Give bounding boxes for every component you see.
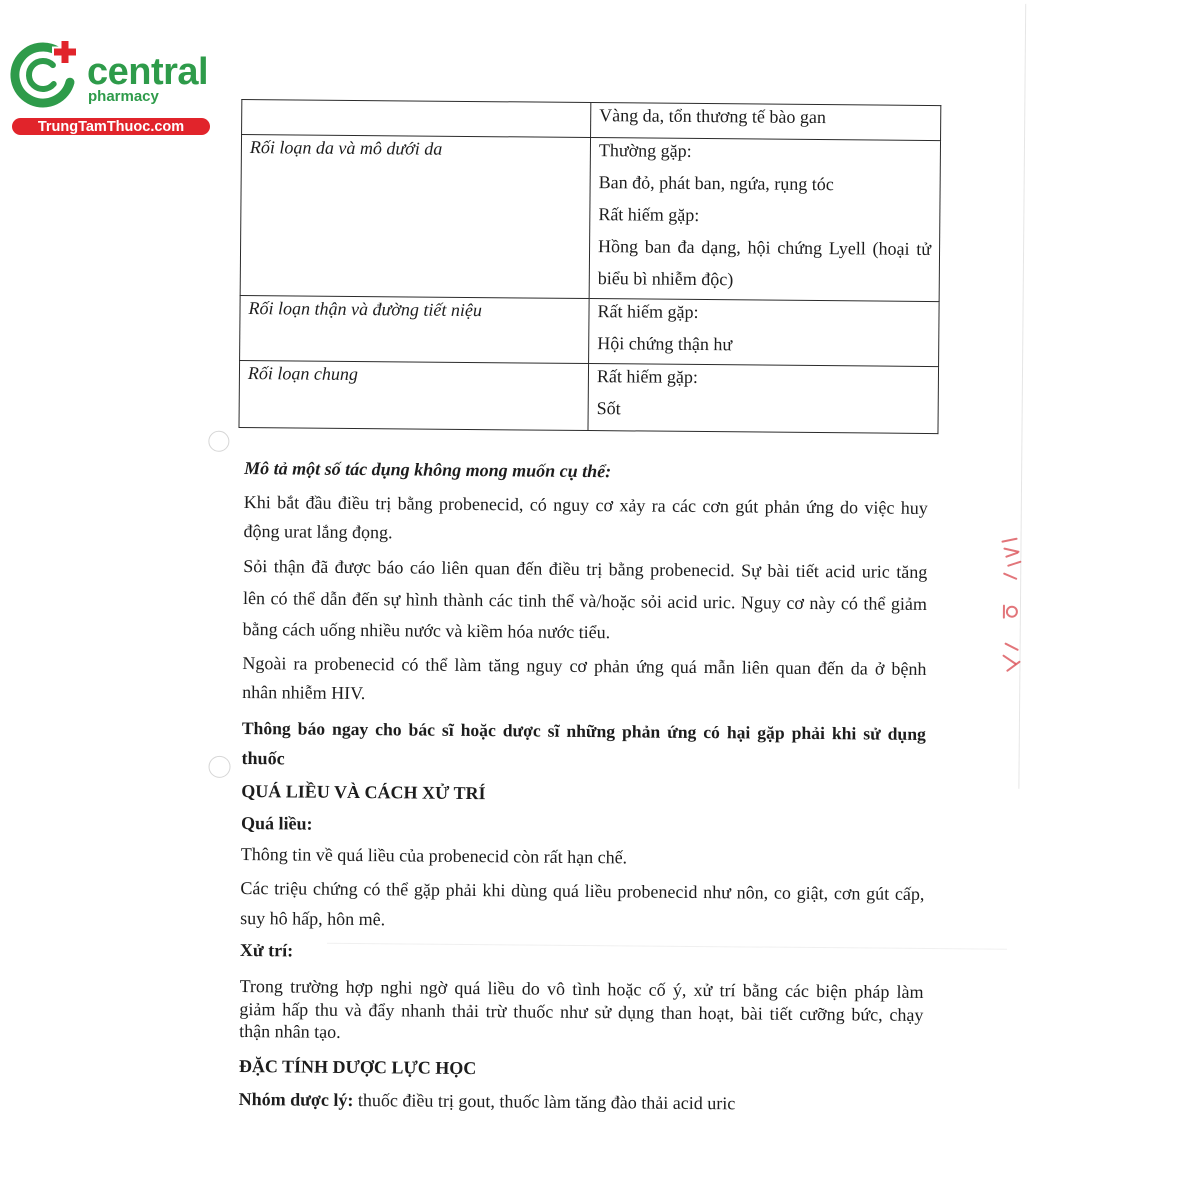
table-row: [239, 360, 939, 433]
frequency-label: Rất hiếm gặp:: [596, 366, 699, 387]
punch-hole-mark: [208, 756, 230, 778]
paragraph-line: Ngoài ra probenecid có thể làm tăng nguy cơ phản ứng quá mẫn liên quan đến da ở bệnh: [242, 653, 927, 679]
effect-line: Ban đỏ, phát ban, ngứa, rụng tóc: [598, 172, 834, 195]
paragraph-line: Các triệu chứng có thể gặp phải khi dùng quá liều probenecid như nôn, co giật, cơn gút cấp,: [240, 878, 925, 904]
organ-class-cell: [240, 134, 590, 298]
paragraph-line: động urat lắng đọng.: [243, 521, 393, 543]
frequency-label: Thường gặp:: [598, 140, 692, 161]
organ-class-cell: [240, 295, 590, 363]
section-heading-pharmacodynamics: ĐẶC TÍNH DƯỢC LỰC HỌC: [238, 1055, 477, 1079]
paragraph-line: Sỏi thận đã được báo cáo liên quan đến điều trị bằng probenecid. Sự bài tiết acid uric tăng: [243, 556, 928, 582]
section-heading-overdose: QUÁ LIỀU VÀ CÁCH XỬ TRÍ: [241, 781, 486, 804]
paragraph-line: Khi bắt đầu điều trị bằng probenecid, có nguy cơ xảy ra các cơn gút phản ứng do việc huy: [243, 492, 928, 518]
paragraph-line: bằng cách uống nhiều nước và kiềm hóa nước tiểu.: [242, 619, 611, 643]
section-heading-specific-effects: Mô tả một số tác dụng không mong muốn cụ thể:: [244, 458, 612, 482]
organ-class-cell: [239, 360, 589, 430]
effect-line: Hội chứng thận hư: [597, 333, 733, 355]
paragraph-line: nhân nhiễm HIV.: [242, 682, 366, 704]
organ-class-label: Rối loạn thận và đường tiết niệu: [248, 298, 483, 321]
paragraph-line: Trong trường hợp nghi ngờ quá liều do vô tình hoặc cố ý, xử trí bằng các biện pháp làm: [239, 976, 924, 1002]
frequency-label: Rất hiếm gặp:: [597, 301, 699, 322]
subheading-overdose: Quá liều:: [240, 813, 313, 834]
pharmacologic-group-label: Nhóm dược lý:: [238, 1088, 354, 1110]
brand-subname: pharmacy: [88, 88, 159, 105]
paragraph-line: giảm hấp thu và đẩy nhanh thải trừ thuốc như sử dụng than hoạt, bài tiết cưỡng bức, chạy: [239, 999, 924, 1025]
effect-line: Vàng da, tổn thương tế bào gan: [599, 105, 827, 128]
organ-class-label: Rối loạn chung: [247, 363, 359, 385]
brand-name: central: [87, 51, 209, 93]
table-row: [240, 295, 940, 366]
adverse-effects-table: [238, 99, 941, 434]
table-row: [240, 134, 940, 301]
paragraph-line: thận nhân tạo.: [239, 1020, 341, 1042]
effects-cell: [589, 299, 940, 367]
paragraph-line: lên có thể dẫn đến sự hình thành các tinh thể và/hoặc sỏi acid uric. Nguy cơ này có thể giảm: [242, 588, 928, 614]
paragraph-line: Thông tin về quá liều của probenecid còn rất hạn chế.: [240, 844, 628, 868]
effects-cell: [588, 364, 939, 434]
red-stamp-fragment: [995, 532, 1024, 677]
organ-class-label: Rối loạn da và mô dưới da: [249, 137, 443, 159]
subheading-treatment: Xử trí:: [239, 940, 294, 961]
frequency-label: Rất hiếm gặp:: [598, 204, 700, 225]
paragraph-line: suy hô hấp, hôn mê.: [240, 908, 386, 930]
website-label: TrungTamThuoc.com: [37, 119, 185, 135]
effect-line: Hồng ban đa dạng, hội chứng Lyell (hoại tử: [598, 236, 932, 260]
notice-line: Thông báo ngay cho bác sĩ hoặc dược sĩ những phản ứng có hại gặp phải khi sử dụng: [241, 718, 926, 744]
pharmacologic-group-value: thuốc điều trị gout, thuốc làm tăng đào thải acid uric: [357, 1090, 736, 1114]
notice-line: thuốc: [241, 748, 285, 769]
effects-cell: [589, 138, 940, 302]
effect-line: Sốt: [596, 398, 621, 419]
pharmacologic-group-line: [239, 1086, 923, 1118]
effect-line: biểu bì nhiễm độc): [597, 268, 734, 290]
punch-hole-mark: [208, 431, 229, 452]
